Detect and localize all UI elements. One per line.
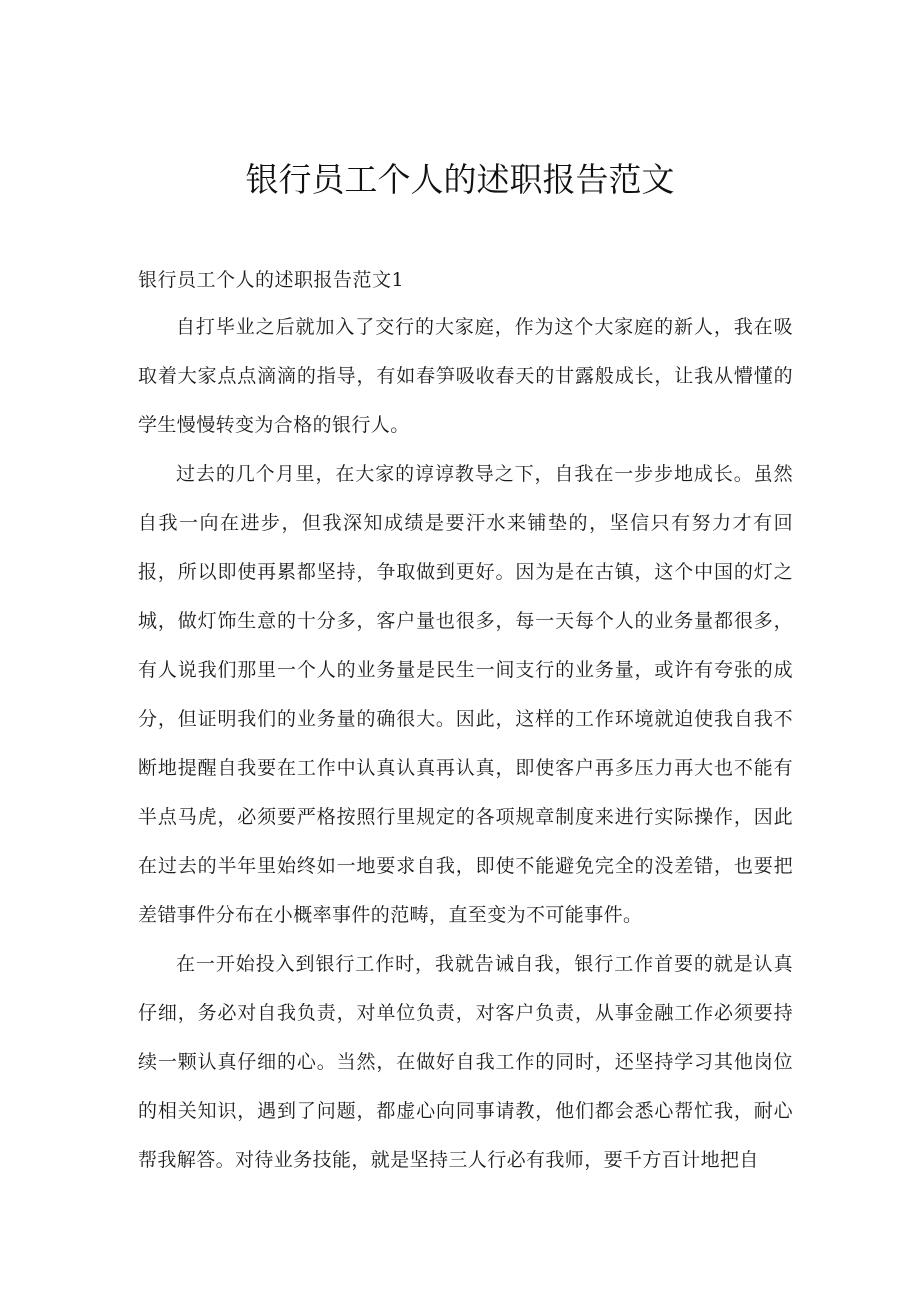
paragraph-1: 自打毕业之后就加入了交行的大家庭，作为这个大家庭的新人，我在吸取着大家点点滴滴的指导，有如春笋吸收春天的甘露般成长，让我从懵懂的学生慢慢转变为合格的银行人。 [138,316,793,436]
paragraph-3: 在一开始投入到银行工作时，我就告诫自我，银行工作首要的就是认真仔细，务必对自我负责，对单位负责，对客户负责，从事金融工作必须要持续一颗认真仔细的心。当然，在做好自我工作的同时，还坚持学习其他岗位的相关知识，遇到了问题，都虚心向同事请教，他们都会悉心帮忙我，耐心帮我解答。对待业务技能，就是坚持三人行必有我师，要千方百计地把自 [138,953,793,1171]
document-title: 银行员工个人的述职报告范文 [245,160,675,199]
document-body [138,258,793,1185]
paragraph-2: 过去的几个月里，在大家的谆谆教导之下，自我在一步步地成长。虽然自我一向在进步，但我深知成绩是要汗水来铺垫的，坚信只有努力才有回报，所以即使再累都坚持，争取做到更好。因为是在古镇，这个中国的灯之城，做灯饰生意的十分多，客户量也很多，每一天每个人的业务量都很多，有人说我们那里一个人的业务量是民生一间支行的业务量，或许有夸张的成分，但证明我们的业务量的确很大。因此，这样的工作环境就迫使我自我不断地提醒自我要在工作中认真认真再认真，即使客户再多压力再大也不能有半点马虎，必须要严格按照行里规定的各项规章制度来进行实际操作，因此在过去的半年里始终如一地要求自我，即使不能避免完全的没差错，也要把差错事件分布在小概率事件的范畴，直至变为不可能事件。 [138,463,793,926]
section-heading: 银行员工个人的述职报告范文1 [138,269,405,291]
